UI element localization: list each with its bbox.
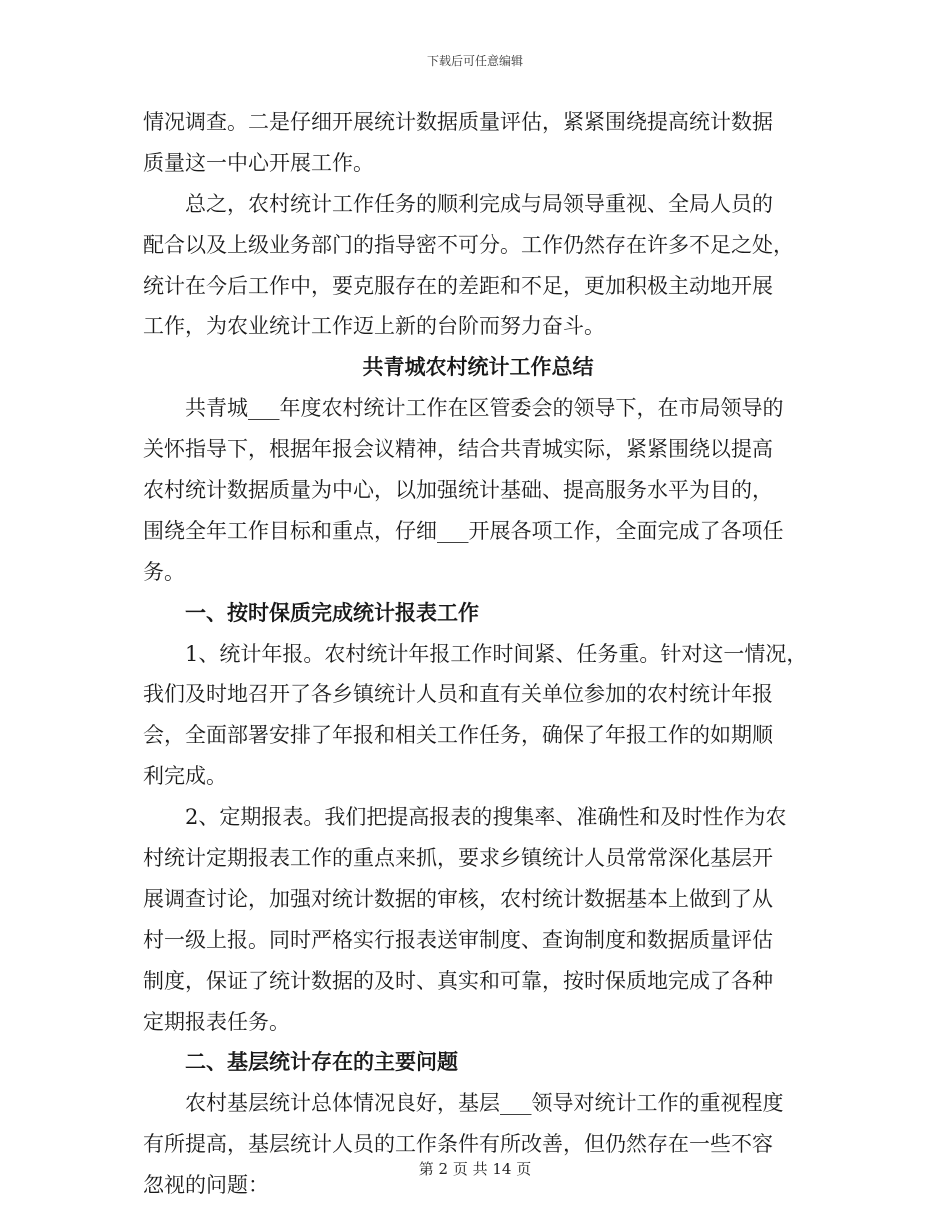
document-body [143, 102, 813, 1206]
paragraph-line: 总之，农村统计工作任务的顺利完成与局领导重视、全局人员的 [185, 191, 773, 216]
paragraph-line: 农村统计数据质量为中心，以加强统计基础、提高服务水平为目的， [143, 478, 773, 503]
section-heading: 一、按时保质完成统计报表工作 [185, 599, 479, 625]
paragraph-line: 关怀指导下，根据年报会议精神，结合共青城实际，紧紧围绕以提高 [143, 437, 773, 462]
paragraph-line: 配合以及上级业务部门的指导密不可分。工作仍然存在许多不足之处， [143, 232, 794, 257]
page-footer: 第 2 页 共 14 页 [418, 1160, 532, 1178]
paragraph-line: 我们及时地召开了各乡镇统计人员和直有关单位参加的农村统计年报 [143, 682, 773, 707]
section-heading: 共青城农村统计工作总结 [362, 354, 594, 380]
paragraph-line: 村统计定期报表工作的重点来抓，要求乡镇统计人员常常深化基层开 [143, 846, 773, 871]
paragraph-line: 共青城___年度农村统计工作在区管委会的领导下，在市局领导的 [185, 396, 784, 421]
section-heading: 二、基层统计存在的主要问题 [185, 1049, 458, 1075]
paragraph-line: 利完成。 [143, 764, 227, 789]
paragraph-line: 2、定期报表。我们把提高报表的搜集率、准确性和及时性作为农 [185, 805, 787, 830]
paragraph-line: 务。 [143, 559, 185, 584]
paragraph-line: 村一级上报。同时严格实行报表送审制度、查询制度和数据质量评估 [143, 927, 773, 952]
paragraph-line: 会，全面部署安排了年报和相关工作任务，确保了年报工作的如期顺 [143, 723, 773, 748]
paragraph-line: 定期报表任务。 [143, 1009, 290, 1034]
paragraph-line: 1、统计年报。农村统计年报工作时间紧、任务重。针对这一情况， [185, 641, 808, 666]
paragraph-line: 制度，保证了统计数据的及时、真实和可靠，按时保质地完成了各种 [143, 968, 773, 993]
paragraph-line: 情况调查。二是仔细开展统计数据质量评估，紧紧围绕提高统计数据 [143, 110, 773, 134]
page-header: 下载后可任意编辑 [426, 54, 523, 68]
paragraph-line: 质量这一中心开展工作。 [143, 150, 374, 175]
paragraph-line: 工作，为农业统计工作迈上新的台阶而努力奋斗。 [143, 314, 605, 339]
paragraph-line: 统计在今后工作中，要克服存在的差距和不足，更加积极主动地开展 [143, 273, 773, 298]
paragraph-line: 围绕全年工作目标和重点，仔细___开展各项工作，全面完成了各项任 [143, 518, 784, 543]
paragraph-line: 忽视的问题： [143, 1173, 269, 1198]
paragraph-line: 有所提高，基层统计人员的工作条件有所改善，但仍然存在一些不容 [143, 1132, 773, 1157]
paragraph-line: 农村基层统计总体情况良好，基层___领导对统计工作的重视程度 [185, 1091, 784, 1116]
paragraph-line: 展调查讨论，加强对统计数据的审核，农村统计数据基本上做到了从 [143, 886, 773, 911]
